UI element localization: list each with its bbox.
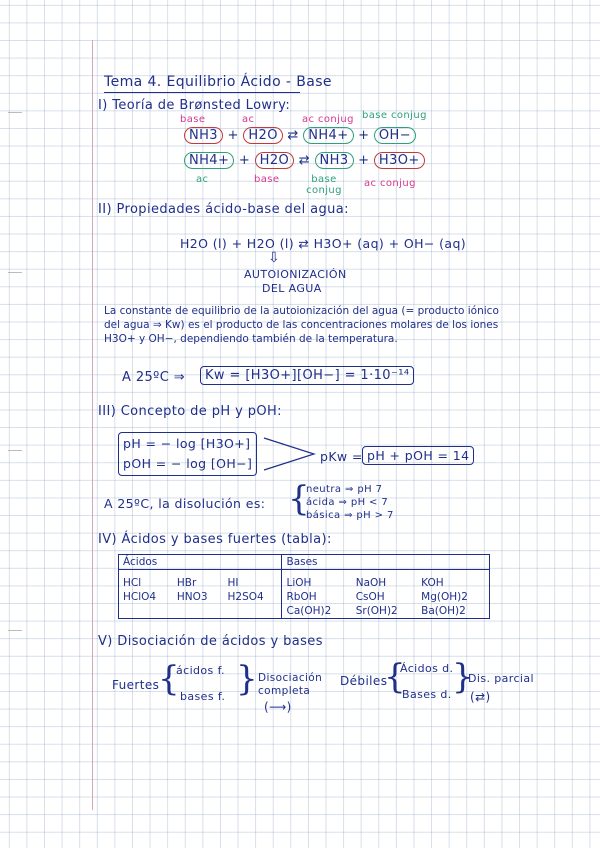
- convergence-arrow: [262, 434, 318, 474]
- weak-acids-label: Ácidos d.: [400, 662, 454, 675]
- table-cell: LiOH: [286, 576, 312, 589]
- brace-icon: {: [288, 479, 310, 519]
- equilibrium-arrow: (⇄): [470, 690, 491, 704]
- species-nh4: NH4+: [303, 127, 353, 144]
- table-cell: NaOH: [355, 576, 387, 589]
- strong-acids-label: ácidos f.: [176, 664, 225, 677]
- debiles-label: Débiles: [340, 674, 388, 688]
- equilibrium-arrow: ⇄: [287, 128, 299, 143]
- species-h3o: H3O+: [374, 152, 425, 169]
- section-4-heading: IV) Ácidos y bases fuertes (tabla):: [98, 532, 332, 547]
- margin-mark: [8, 630, 22, 631]
- species-nh3: NH3: [315, 152, 354, 169]
- margin-mark: [8, 272, 22, 273]
- species-nh3: NH3: [184, 127, 223, 144]
- strong-acids-bases-table: [118, 554, 490, 619]
- table-cell: CsOH: [355, 590, 385, 603]
- table-row: [119, 604, 490, 619]
- page-title: Tema 4. Equilibrio Ácido - Base: [104, 74, 332, 90]
- table-cell: RbOH: [286, 590, 317, 603]
- acid-condition: ácida ⇒ pH < 7: [306, 497, 389, 508]
- down-arrow: ⇩: [268, 250, 281, 266]
- species-h2o: H2O: [243, 127, 282, 144]
- fuertes-label: Fuertes: [112, 678, 160, 692]
- brace-icon: }: [452, 657, 474, 697]
- section-2-heading: II) Propiedades ácido-base del agua:: [98, 202, 349, 217]
- margin-line: [92, 40, 93, 810]
- dissolution-label: A 25ºC, la disolución es:: [104, 496, 266, 511]
- brace-icon: }: [236, 659, 258, 699]
- autoionization-label: AUTOIONIZACIÓN: [244, 268, 347, 281]
- brace-icon: {: [158, 659, 180, 699]
- table-cell: Ba(OH)2: [421, 604, 466, 617]
- kw-box: Kw = [H3O+][OH−] = 1·10⁻¹⁴: [200, 366, 414, 385]
- pkw-label: pKw =: [320, 449, 363, 464]
- poh-definition: pOH = − log [OH−]: [123, 456, 253, 471]
- weak-bases-label: Bases d.: [402, 688, 452, 701]
- table-cell: HNO3: [176, 590, 208, 603]
- pkw-box: pH + pOH = 14: [362, 446, 474, 465]
- table-cell: Mg(OH)2: [421, 590, 468, 603]
- water-autoionization-equation: H2O (l) + H2O (l) ⇄ H3O+ (aq) + OH− (aq): [180, 236, 467, 251]
- acids-header: Ácidos: [119, 555, 282, 570]
- table-cell: HCl: [123, 576, 142, 589]
- neutral-condition: neutra ⇒ pH 7: [306, 484, 383, 495]
- plus-sign: +: [227, 128, 239, 143]
- label-ac-conj: ac conjug: [302, 114, 354, 125]
- ph-poh-box: [118, 432, 257, 476]
- plus-sign: +: [238, 153, 251, 168]
- table-cell: HI: [224, 576, 282, 590]
- ph-definition: pH = − log [H3O+]: [123, 436, 251, 451]
- plus-sign: +: [358, 153, 370, 168]
- section-3-heading: III) Concepto de pH y pOH:: [98, 404, 282, 419]
- table-cell: KOH: [421, 576, 444, 589]
- title-underline: [104, 92, 300, 93]
- label-ac: ac: [196, 174, 209, 185]
- reaction-row-2: [184, 153, 425, 168]
- del-agua-label: DEL AGUA: [262, 282, 322, 295]
- species-h2o: H2O: [255, 152, 294, 169]
- bases-header: Bases: [282, 555, 490, 570]
- species-oh: OH−: [374, 127, 416, 144]
- label-base: base: [254, 174, 280, 185]
- table-cell: H2SO4: [224, 590, 282, 604]
- table-cell: HClO4: [123, 590, 157, 603]
- table-row: [119, 590, 490, 604]
- section-5-heading: V) Disociación de ácidos y bases: [98, 634, 323, 649]
- species-nh4: NH4+: [184, 152, 234, 169]
- section-1-heading: I) Teoría de Brønsted Lowry:: [98, 98, 291, 113]
- label-base-conj: base conjug: [306, 174, 342, 196]
- equilibrium-arrow: ⇄: [298, 153, 310, 168]
- label-ac-conj: ac conjug: [364, 178, 416, 189]
- kw-paragraph: La constante de equilibrio de la autoionización del agua (= producto iónico del agua ⇒ Kw) es el producto de las concentraciones molares de los iones H3O+ y OH−, dependiendo también de la temperatura.: [104, 305, 499, 345]
- table-row: [119, 576, 490, 590]
- label-base-conj: base conjug: [362, 110, 427, 121]
- table-cell: Ca(OH)2: [286, 604, 332, 617]
- margin-mark: [8, 450, 22, 451]
- reaction-row-1: [184, 128, 416, 143]
- strong-bases-label: bases f.: [180, 690, 226, 703]
- table-cell: HBr: [176, 576, 197, 589]
- complete-dissociation-label: Disociación completa: [258, 672, 323, 697]
- partial-dissociation-label: Dis. parcial: [468, 672, 534, 685]
- basic-condition: básica ⇒ pH > 7: [306, 510, 394, 521]
- table-cell: Sr(OH)2: [355, 604, 398, 617]
- kw-prefix: A 25ºC ⇒: [122, 370, 185, 385]
- label-base: base: [180, 114, 206, 125]
- plus-sign: +: [358, 128, 370, 143]
- margin-mark: [8, 112, 22, 113]
- forward-arrow: (⟶): [264, 700, 292, 714]
- label-ac: ac: [242, 114, 255, 125]
- brace-icon: {: [384, 657, 406, 697]
